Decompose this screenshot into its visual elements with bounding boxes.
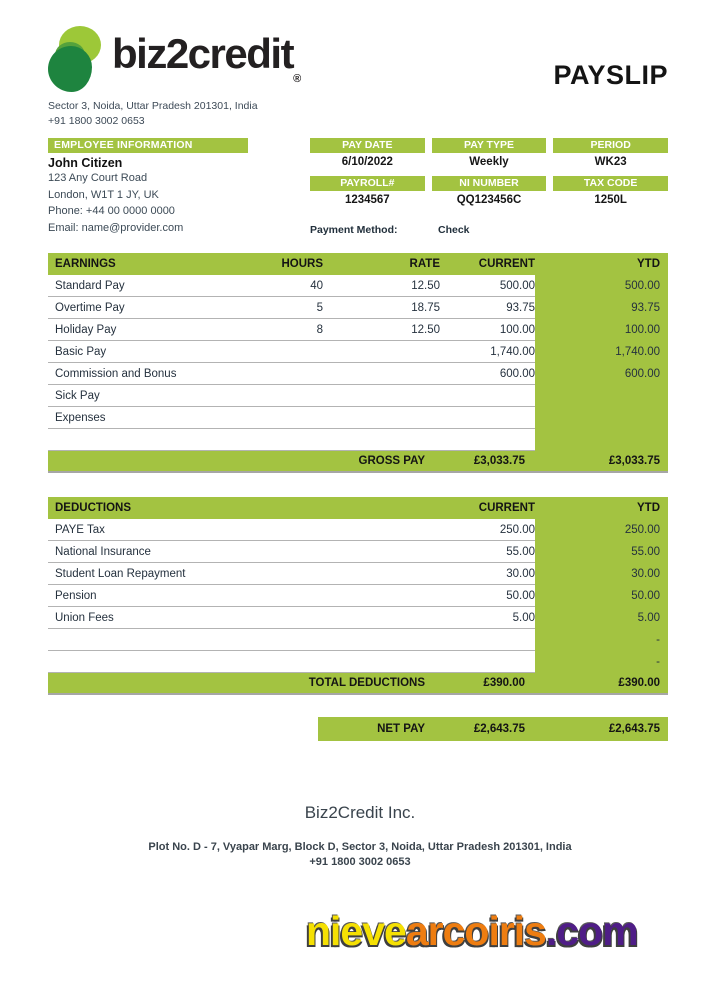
deduction-ytd: 55.00	[535, 541, 668, 563]
earning-name: Expenses	[55, 411, 106, 424]
deduction-current	[440, 629, 535, 651]
employee-information	[48, 138, 248, 236]
earning-ytd	[535, 407, 668, 429]
deduction-current: 55.00	[506, 545, 535, 558]
deduction-name	[48, 651, 440, 673]
earning-ytd	[535, 429, 668, 451]
ni-number-label: NI NUMBER	[432, 176, 547, 191]
earning-current: 1,740.00	[490, 345, 535, 358]
page-title: PAYSLIP	[553, 60, 668, 90]
payroll-number-value: 1234567	[344, 194, 390, 206]
payroll-number-label: PAYROLL#	[310, 176, 425, 191]
table-row	[48, 407, 668, 429]
earning-name: Overtime Pay	[55, 301, 125, 314]
tax-code-value: 1250L	[594, 194, 627, 206]
table-row	[48, 585, 668, 607]
employee-phone: Phone: +44 00 0000 0000	[48, 205, 175, 217]
earning-hours: 40	[310, 279, 323, 292]
table-row	[48, 297, 668, 319]
deduction-name: National Insurance	[55, 545, 151, 558]
registered-trademark-icon: ®	[293, 73, 300, 85]
deduction-ytd: 5.00	[535, 607, 668, 629]
company-address-block	[48, 99, 300, 129]
earning-ytd	[535, 385, 668, 407]
deduction-ytd: 250.00	[535, 519, 668, 541]
earning-name: Commission and Bonus	[55, 367, 177, 380]
logo-dark-blob	[48, 46, 92, 92]
table-row	[48, 607, 668, 629]
deduction-name	[48, 629, 440, 651]
watermark	[306, 908, 638, 955]
deduction-name: Union Fees	[55, 611, 114, 624]
earning-rate	[323, 341, 440, 363]
pay-date-value: 6/10/2022	[341, 156, 393, 168]
table-row	[48, 275, 668, 297]
deductions-current-header: CURRENT	[478, 502, 535, 514]
earning-current: 500.00	[499, 279, 535, 292]
earning-name: Sick Pay	[55, 389, 100, 402]
earning-rate: 18.75	[411, 301, 440, 314]
employee-information-header: EMPLOYEE INFORMATION	[48, 138, 248, 153]
employee-address2: London, W1T 1 JY, UK	[48, 188, 159, 201]
period-value: WK23	[594, 156, 627, 168]
pay-date-label: PAY DATE	[310, 138, 425, 153]
earning-rate	[323, 407, 440, 429]
earning-name: Holiday Pay	[55, 323, 117, 336]
period-label: PERIOD	[553, 138, 668, 153]
table-row	[48, 341, 668, 363]
earning-name: Standard Pay	[55, 279, 125, 292]
table-row	[48, 429, 668, 451]
earning-ytd: 500.00	[535, 275, 668, 297]
deduction-name: PAYE Tax	[55, 523, 105, 536]
earning-rate: 12.50	[411, 323, 440, 336]
total-deductions-current: £390.00	[483, 677, 525, 689]
deduction-current: 30.00	[506, 567, 535, 580]
table-row	[48, 563, 668, 585]
earning-ytd: 93.75	[535, 297, 668, 319]
hours-header: HOURS	[281, 258, 323, 270]
table-row	[48, 519, 668, 541]
deduction-current: 50.00	[506, 589, 535, 602]
deduction-name: Student Loan Repayment	[55, 567, 186, 580]
earning-current	[440, 385, 535, 407]
table-row	[48, 363, 668, 385]
company-phone: +91 1800 3002 0653	[48, 115, 145, 127]
watermark-part1: nieve	[306, 908, 406, 954]
net-pay-current: £2,643.75	[473, 723, 525, 735]
deduction-ytd: 30.00	[535, 563, 668, 585]
earning-hours: 8	[316, 323, 323, 336]
earnings-header: EARNINGS	[55, 258, 116, 270]
earning-rate	[323, 429, 440, 451]
footer-address: Plot No. D - 7, Vyapar Marg, Block D, Sector 3, Noida, Uttar Pradesh 201301, India	[148, 841, 572, 853]
net-pay-row	[318, 717, 668, 741]
table-row	[48, 385, 668, 407]
table-row	[48, 651, 668, 673]
header	[0, 0, 720, 129]
biz2credit-leaf-logo-icon	[48, 26, 104, 92]
ytd-header: YTD	[637, 258, 660, 270]
pay-type-label: PAY TYPE	[432, 138, 547, 153]
footer-address-block	[0, 840, 720, 870]
watermark-part2: arcoiris	[405, 908, 546, 954]
earning-rate	[323, 363, 440, 385]
earning-current: 100.00	[499, 323, 535, 336]
current-header: CURRENT	[478, 258, 535, 270]
earning-current	[440, 407, 535, 429]
total-deductions-row	[48, 673, 668, 695]
deduction-ytd: -	[535, 651, 668, 673]
earning-current: 93.75	[506, 301, 535, 314]
deduction-current	[440, 651, 535, 673]
payment-method-row	[310, 224, 668, 236]
table-row	[48, 629, 668, 651]
pay-type-value: Weekly	[469, 156, 509, 168]
employee-name: John Citizen	[48, 156, 123, 170]
earning-hours: 5	[316, 301, 323, 314]
company-logo	[48, 26, 300, 92]
earning-hours	[228, 429, 323, 451]
earning-rate	[323, 385, 440, 407]
info-section	[48, 138, 668, 236]
footer-phone: +91 1800 3002 0653	[309, 856, 411, 868]
table-row	[48, 541, 668, 563]
gross-pay-label: GROSS PAY	[358, 455, 425, 467]
deductions-table	[48, 497, 668, 695]
deduction-current: 5.00	[512, 611, 535, 624]
pay-info-grid	[310, 138, 668, 210]
logo-wordmark	[112, 30, 300, 85]
logo-wordmark-text: biz2credit	[112, 30, 294, 77]
deduction-ytd: -	[535, 629, 668, 651]
earning-hours	[228, 407, 323, 429]
payment-method-value: Check	[438, 224, 470, 236]
earning-name: Basic Pay	[55, 345, 107, 358]
earning-hours	[228, 363, 323, 385]
net-pay-label: NET PAY	[377, 723, 425, 735]
footer	[0, 803, 720, 870]
earning-name	[48, 429, 228, 451]
total-deductions-label: TOTAL DEDUCTIONS	[308, 677, 425, 689]
earnings-header-row	[48, 253, 668, 275]
table-row	[48, 319, 668, 341]
footer-company-name: Biz2Credit Inc.	[304, 803, 416, 822]
earning-ytd: 100.00	[535, 319, 668, 341]
employee-address1: 123 Any Court Road	[48, 172, 148, 184]
gross-pay-current: £3,033.75	[473, 455, 525, 467]
pay-info	[310, 138, 668, 236]
deduction-name: Pension	[55, 589, 97, 602]
net-pay-ytd: £2,643.75	[608, 723, 660, 735]
earning-hours	[228, 341, 323, 363]
rate-header: RATE	[409, 258, 440, 270]
earning-current	[440, 429, 535, 451]
earning-ytd: 1,740.00	[535, 341, 668, 363]
earnings-table	[48, 253, 668, 473]
deduction-current: 250.00	[499, 523, 535, 536]
ni-number-value: QQ123456C	[456, 194, 522, 206]
company-address-line1: Sector 3, Noida, Uttar Pradesh 201301, India	[48, 100, 258, 112]
payment-method-label: Payment Method:	[310, 224, 398, 236]
tax-code-label: TAX CODE	[553, 176, 668, 191]
earning-rate: 12.50	[411, 279, 440, 292]
earning-hours	[228, 385, 323, 407]
earning-current: 600.00	[499, 367, 535, 380]
deductions-header: DEDUCTIONS	[55, 502, 132, 514]
earning-ytd: 600.00	[535, 363, 668, 385]
deduction-ytd: 50.00	[535, 585, 668, 607]
deductions-header-row	[48, 497, 668, 519]
total-deductions-ytd: £390.00	[618, 677, 660, 689]
deductions-ytd-header: YTD	[637, 502, 660, 514]
watermark-part3: .com	[546, 908, 638, 954]
employee-email: Email: name@provider.com	[48, 221, 184, 234]
gross-pay-row	[48, 451, 668, 473]
gross-pay-ytd: £3,033.75	[608, 455, 660, 467]
brand-block	[48, 26, 300, 129]
